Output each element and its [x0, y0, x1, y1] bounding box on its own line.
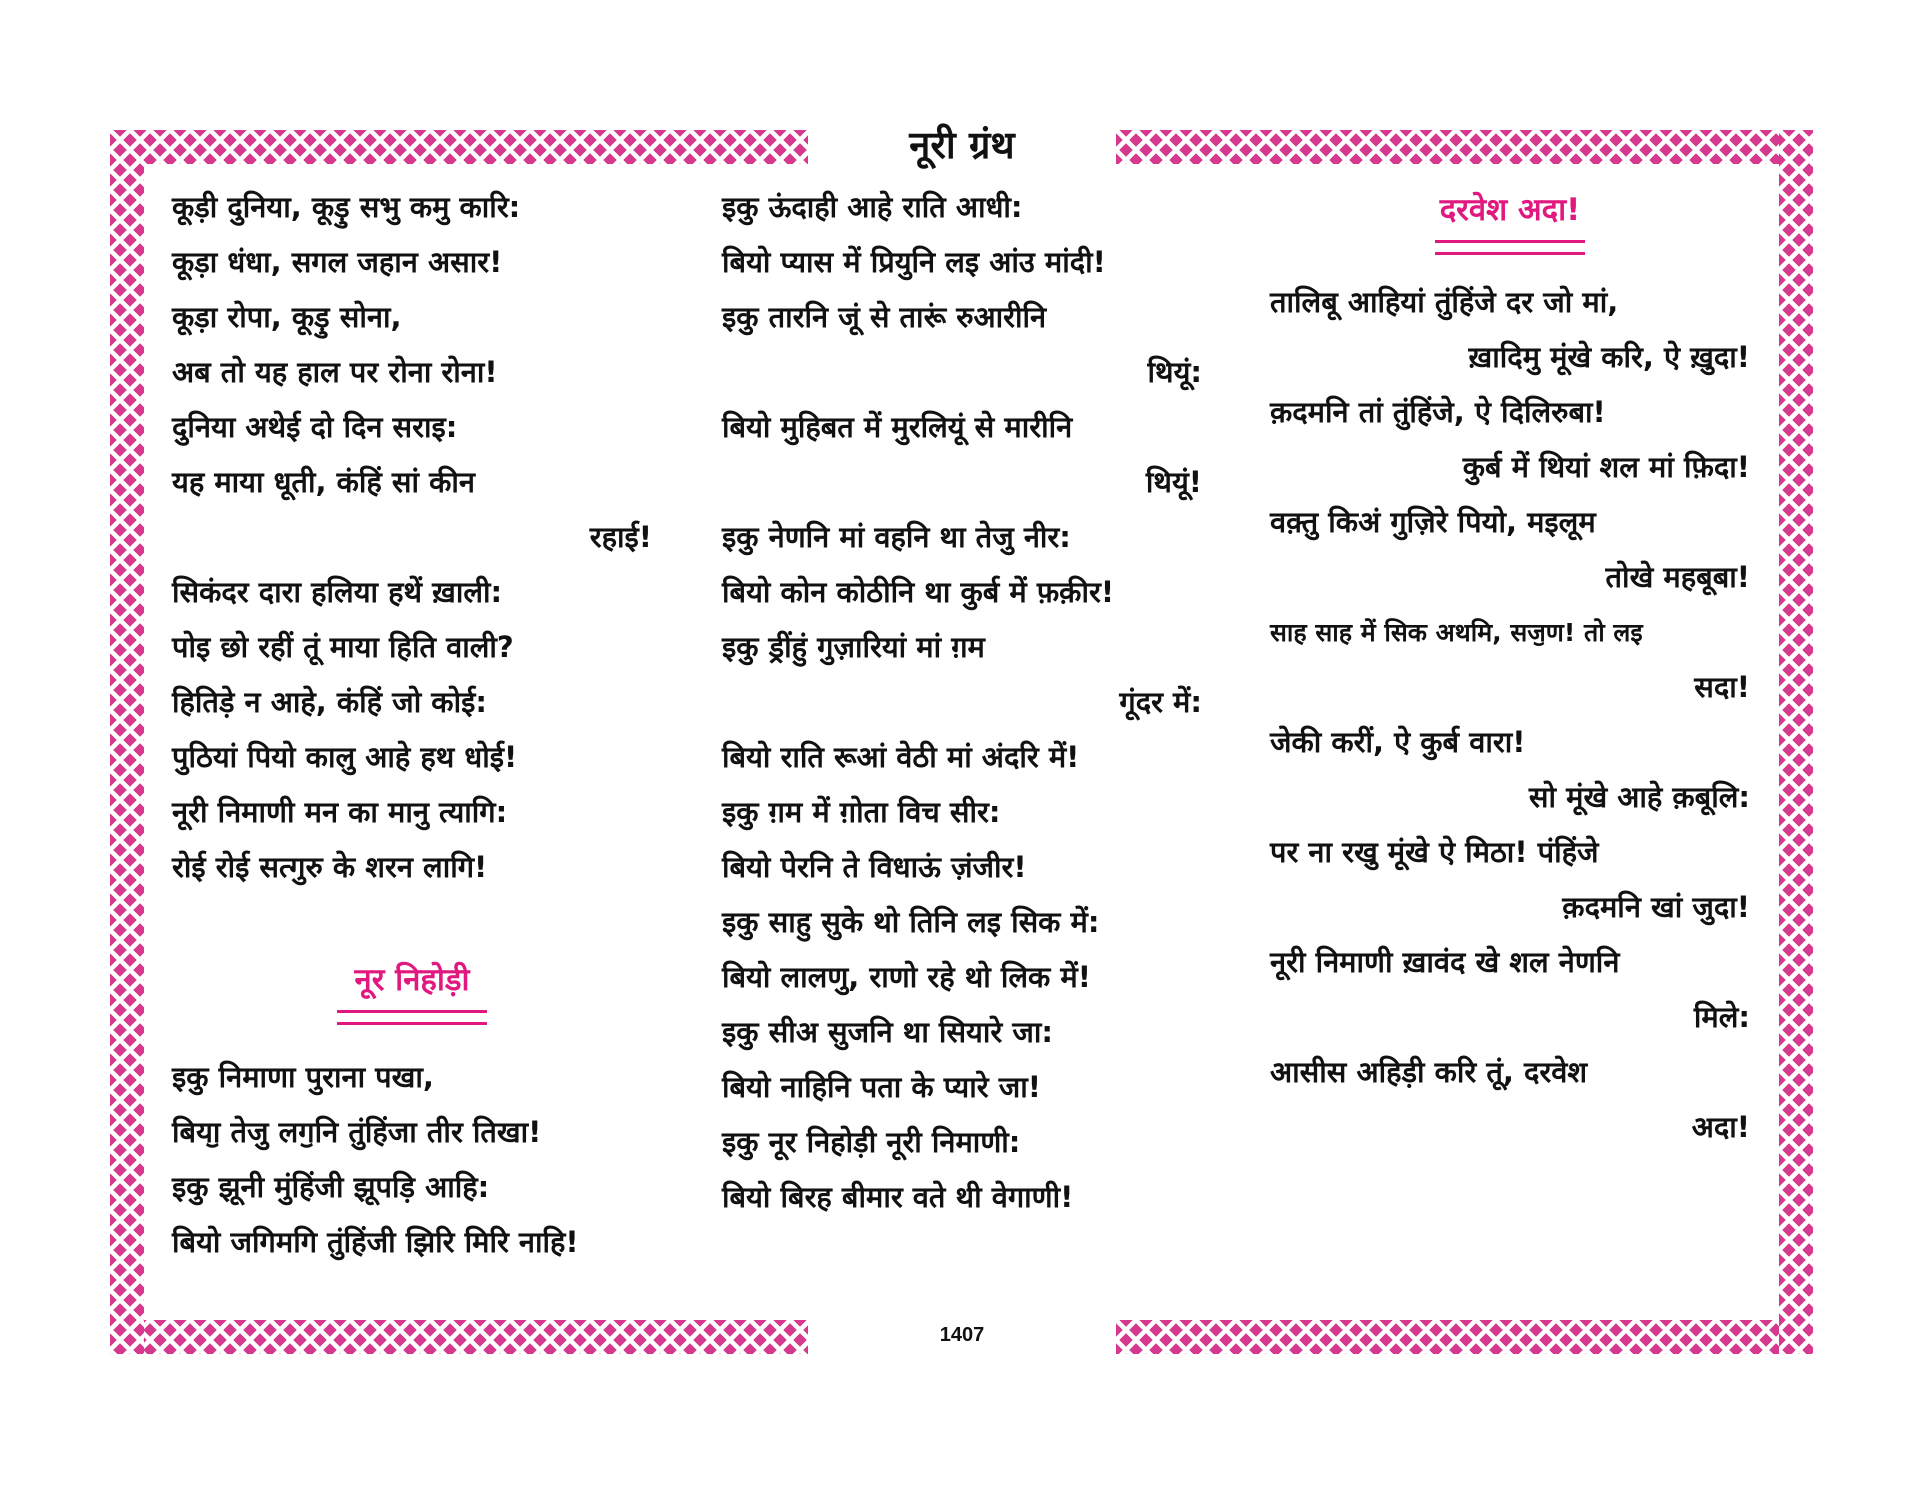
verse-line: बियो बिरह बीमार वते थी वेगाणी! — [722, 1180, 1074, 1214]
verse-line: इकु निमाणा पुराना पखा, — [172, 1060, 434, 1094]
title-underline — [337, 1010, 487, 1025]
verse-line: ख़ादिमु मूंखे करि, ऐ ख़ुदा! — [1468, 340, 1750, 374]
verse-line: जेकी करीं, ऐ कुर्ब वारा! — [1270, 725, 1526, 759]
verse-line: कूड़ी दुनिया, कूड़ु सभु कमु कारि: — [172, 190, 521, 224]
verse-line: यह माया धूती, कंहिं सां कीन — [172, 465, 475, 499]
verse-line: गूंदर में: — [1119, 685, 1202, 719]
column-middle — [722, 180, 1202, 1225]
verse-line: बियो जगिमगि तुंहिंजी झिरि मिरि नाहि! — [172, 1225, 579, 1259]
title-underline — [1435, 240, 1585, 255]
verse-line: आसीस अहिड़ी करि तूं, दरवेश — [1270, 1055, 1588, 1089]
verse-line: रहाई! — [589, 520, 652, 554]
section-title-text: दरवेश अदा! — [1439, 192, 1581, 228]
column-right — [1270, 180, 1750, 1155]
column-left — [172, 180, 652, 1270]
verse-line: मिले: — [1693, 1000, 1750, 1034]
border-top-left — [110, 130, 808, 164]
verse-line: इकु तारनि जूं से तारूं रुआरीनि — [722, 300, 1047, 334]
verse-line: पुठियां पियो कालु आहे हथ धोई! — [172, 740, 518, 774]
verse-line: इकु झूनी मुंहिंजी झूपड़ि आहि: — [172, 1170, 490, 1204]
section-title-text: नूर निहोड़ी — [354, 962, 470, 998]
verse-line: बियो नाहिनि पता के प्यारे जा! — [722, 1070, 1041, 1104]
verse-line: बियाॖ तेजु लगॖनि तुंहिंजा तीर तिखा! — [172, 1115, 542, 1149]
verse-line: सदा! — [1694, 670, 1750, 704]
verse-line: कूड़ा धंधा, सगल जहान असार! — [172, 245, 503, 279]
section-title — [172, 950, 652, 1020]
verse-line: बियो पेरनि ते विधाऊं ज़ंजीर! — [722, 850, 1027, 884]
verse-line: बियो मुहिबत में मुरलियूं से मारीनि — [722, 410, 1073, 444]
verse-line: कुर्ब में थियां शल मां फ़िदा! — [1462, 450, 1750, 484]
verse-line: तालिबू आहियां तुंहिंजे दर जो मां, — [1270, 285, 1619, 319]
verse-line: नूरी निमाणी मन का मानु त्यागि: — [172, 795, 508, 829]
page-title: नूरी ग्रंथ — [909, 123, 1015, 167]
verse-line: क़दमनि तां तुंहिंजे, ऐ दिलिरुबा! — [1270, 395, 1606, 429]
verse-line: इकु ड्रींहुं गुज़ारियां मां ग़म — [722, 630, 985, 664]
verse-line: इकु नेणनि मां वहनि था तेजु नीर: — [722, 520, 1071, 554]
border-top-right — [1116, 130, 1813, 164]
verse-line: नूरी निमाणी ख़ावंद खे शल नेणनि — [1270, 945, 1620, 979]
page-number: 1407 — [939, 1324, 985, 1346]
verse-line: अदा! — [1691, 1110, 1750, 1144]
border-bottom-right — [1116, 1320, 1813, 1354]
verse-line: इकु साहु सुके थो तिनि लइ सिक में: — [722, 905, 1100, 939]
verse-line: साह साह में सिक अथमि, सजॖण! तो लइ — [1270, 618, 1643, 647]
verse-line: बियो राति रूआं वेठी मां अंदरि में! — [722, 740, 1080, 774]
verse-line: हितिड़े न आहे, कंहिं जो कोई: — [172, 685, 487, 719]
verse-line: थियूं! — [1145, 465, 1202, 499]
verse-line: दुनिया अथेई दो दिन सराइ: — [172, 410, 458, 444]
verse-line: सिकंदर दारा हलिया हथें ख़ाली: — [172, 575, 503, 609]
verse-line: क़दमनि खां जुदा! — [1562, 890, 1750, 924]
verse-line: बियो लालणु, राणो रहे थो लिक में! — [722, 960, 1091, 994]
spacer — [172, 895, 652, 950]
verse-line: सो मूंखे आहे क़बूलि: — [1528, 780, 1750, 814]
border-bottom-left — [110, 1320, 808, 1354]
verse-line: बियो कोन कोठीनि था कुर्ब में फ़क़ीर! — [722, 575, 1115, 609]
verse-line: कूड़ा रोपा, कूड़ु सोना, — [172, 300, 402, 334]
verse-line: वक़्तु किअं गुज़िरे पियो, मइलूम — [1270, 505, 1596, 539]
section-title — [1270, 180, 1750, 250]
verse-line: तोखे महबूबा! — [1605, 560, 1750, 594]
verse-line: इकु ऊंदाही आहे राति आधी: — [722, 190, 1023, 224]
verse-line: पोइ छो रहीं तूं माया हिति वाली? — [172, 630, 514, 664]
border-left — [110, 130, 144, 1354]
verse-line: थियूं: — [1147, 355, 1202, 389]
verse-line: इकु सीअ सुजनि था सियारे जा: — [722, 1015, 1053, 1049]
verse-line: पर ना रखु मूंखे ऐ मिठा! पंहिंजे — [1270, 835, 1599, 869]
verse-line: इकु नूर निहोड़ी नूरी निमाणी: — [722, 1125, 1021, 1159]
verse-line: इकु ग़म में ग़ोता विच सीर: — [722, 795, 1001, 829]
verse-line: अब तो यह हाल पर रोना रोना! — [172, 355, 498, 389]
verse-line: बियो प्यास में प्रियुनि लइ आंउ मांदी! — [722, 245, 1106, 279]
border-right — [1779, 130, 1813, 1354]
verse-line: रोई रोई सत्गुरु के शरन लागि! — [172, 850, 488, 884]
